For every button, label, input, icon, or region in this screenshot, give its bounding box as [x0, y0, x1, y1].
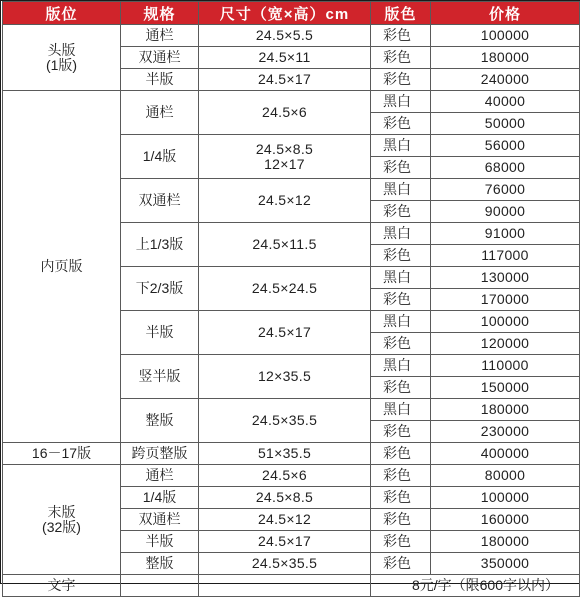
spec-cell: 半版: [121, 69, 199, 91]
size-value: 12×35.5: [257, 368, 312, 385]
position-cell: [3, 443, 121, 465]
color-cell: 黑白: [371, 179, 431, 201]
color-cell: 彩色: [371, 443, 431, 465]
size-cell: [199, 135, 371, 179]
footer-label: 文字: [3, 575, 121, 597]
header-spec: 规格: [121, 2, 199, 25]
price-cell: 160000: [431, 509, 580, 531]
color-cell: 彩色: [371, 201, 431, 223]
size-value: 51×35.5: [257, 445, 312, 462]
size-cell: [199, 399, 371, 443]
spec-cell: 双通栏: [121, 509, 199, 531]
price-cell: 56000: [431, 135, 580, 157]
color-cell: 黑白: [371, 223, 431, 245]
price-cell: 100000: [431, 311, 580, 333]
position-name: 头版: [47, 41, 76, 58]
position-subname: (1版): [45, 56, 78, 73]
ad-price-table: [2, 1, 580, 597]
size-cell: [199, 553, 371, 575]
size-cell: [199, 267, 371, 311]
price-cell: 100000: [431, 25, 580, 47]
position-cell: [3, 465, 121, 575]
size-cell: [199, 69, 371, 91]
size-value: 24.5×12: [257, 511, 312, 528]
size-value: 24.5×17: [257, 533, 312, 550]
size-value: 24.5×6: [261, 467, 307, 484]
header-size: 尺寸（宽×高）cm: [199, 2, 371, 25]
position-name: 末版: [47, 503, 76, 520]
color-cell: 彩色: [371, 333, 431, 355]
price-cell: 180000: [431, 47, 580, 69]
spec-cell: 半版: [121, 311, 199, 355]
size-cell: [199, 531, 371, 553]
size-cell: [199, 91, 371, 135]
color-cell: 彩色: [371, 69, 431, 91]
spec-cell: 1/4版: [121, 135, 199, 179]
color-cell: 黑白: [371, 135, 431, 157]
color-cell: 彩色: [371, 25, 431, 47]
price-cell: 170000: [431, 289, 580, 311]
color-cell: 彩色: [371, 553, 431, 575]
color-cell: 彩色: [371, 465, 431, 487]
size-value: 24.5×11: [258, 49, 311, 66]
table-row: [3, 443, 580, 465]
position-name: 内页版: [40, 258, 83, 275]
price-cell: 150000: [431, 377, 580, 399]
header-price: 价格: [431, 2, 580, 25]
color-cell: 黑白: [371, 91, 431, 113]
price-cell: 76000: [431, 179, 580, 201]
color-cell: 彩色: [371, 421, 431, 443]
size-cell: [199, 25, 371, 47]
size-cell: [199, 179, 371, 223]
table-row: [3, 465, 580, 487]
price-cell: 110000: [431, 355, 580, 377]
price-cell: 230000: [431, 421, 580, 443]
price-cell: 40000: [431, 91, 580, 113]
size-cell: [199, 509, 371, 531]
color-cell: 彩色: [371, 113, 431, 135]
table-row: [3, 25, 580, 47]
price-cell: 180000: [431, 399, 580, 421]
price-cell: 130000: [431, 267, 580, 289]
table-body: [3, 25, 580, 597]
color-cell: 黑白: [371, 399, 431, 421]
spec-cell: 下2/3版: [121, 267, 199, 311]
spec-cell: 整版: [121, 553, 199, 575]
spec-cell: 双通栏: [121, 47, 199, 69]
color-cell: 彩色: [371, 509, 431, 531]
spec-cell: 上1/3版: [121, 223, 199, 267]
price-cell: 400000: [431, 443, 580, 465]
spec-cell: 双通栏: [121, 179, 199, 223]
price-cell: 240000: [431, 69, 580, 91]
color-cell: 彩色: [371, 245, 431, 267]
size-value: 24.5×35.5: [251, 555, 318, 572]
color-cell: 彩色: [371, 531, 431, 553]
color-cell: 彩色: [371, 377, 431, 399]
color-cell: 彩色: [371, 47, 431, 69]
size-value: 24.5×11.5: [252, 236, 317, 253]
price-cell: 80000: [431, 465, 580, 487]
color-cell: 彩色: [371, 157, 431, 179]
size-value: 24.5×5.5: [255, 27, 314, 44]
color-cell: 黑白: [371, 267, 431, 289]
header-color: 版色: [371, 2, 431, 25]
price-cell: 100000: [431, 487, 580, 509]
price-cell: 50000: [431, 113, 580, 135]
spec-cell: 整版: [121, 399, 199, 443]
position-subname: (32版): [42, 518, 81, 535]
size-value: 12×17: [264, 155, 305, 172]
color-cell: 黑白: [371, 355, 431, 377]
price-cell: 68000: [431, 157, 580, 179]
size-value: 24.5×24.5: [251, 280, 318, 297]
size-cell: [199, 487, 371, 509]
spec-cell: 1/4版: [121, 487, 199, 509]
size-value: 24.5×17: [257, 71, 312, 88]
price-cell: 120000: [431, 333, 580, 355]
color-cell: 彩色: [371, 487, 431, 509]
spec-cell: 通栏: [121, 25, 199, 47]
footer-note: 8元/字（限600字以内）: [371, 575, 580, 597]
size-cell: [199, 355, 371, 399]
spec-cell: 通栏: [121, 91, 199, 135]
color-cell: 黑白: [371, 311, 431, 333]
size-cell: [199, 223, 371, 267]
spec-cell: 竖半版: [121, 355, 199, 399]
spec-cell: 半版: [121, 531, 199, 553]
size-cell: [199, 311, 371, 355]
size-value: 24.5×8.5: [255, 140, 314, 157]
spec-cell: 跨页整版: [121, 443, 199, 465]
size-cell: [199, 47, 371, 69]
price-cell: 180000: [431, 531, 580, 553]
size-value: 24.5×12: [257, 192, 312, 209]
size-value: 24.5×17: [257, 324, 312, 341]
size-cell: [199, 465, 371, 487]
color-cell: 彩色: [371, 289, 431, 311]
header-row: [3, 2, 580, 25]
position-name: 16－17版: [31, 445, 92, 462]
position-cell: [3, 91, 121, 443]
position-cell: [3, 25, 121, 91]
size-value: 24.5×35.5: [251, 412, 318, 429]
size-cell: [199, 443, 371, 465]
size-value: 24.5×8.5: [255, 489, 314, 506]
table-row: [3, 91, 580, 113]
price-cell: 117000: [431, 245, 580, 267]
price-cell: 91000: [431, 223, 580, 245]
price-cell: 350000: [431, 553, 580, 575]
spec-cell: 通栏: [121, 465, 199, 487]
size-value: 24.5×6: [261, 104, 307, 121]
header-position: 版位: [3, 2, 121, 25]
price-cell: 90000: [431, 201, 580, 223]
